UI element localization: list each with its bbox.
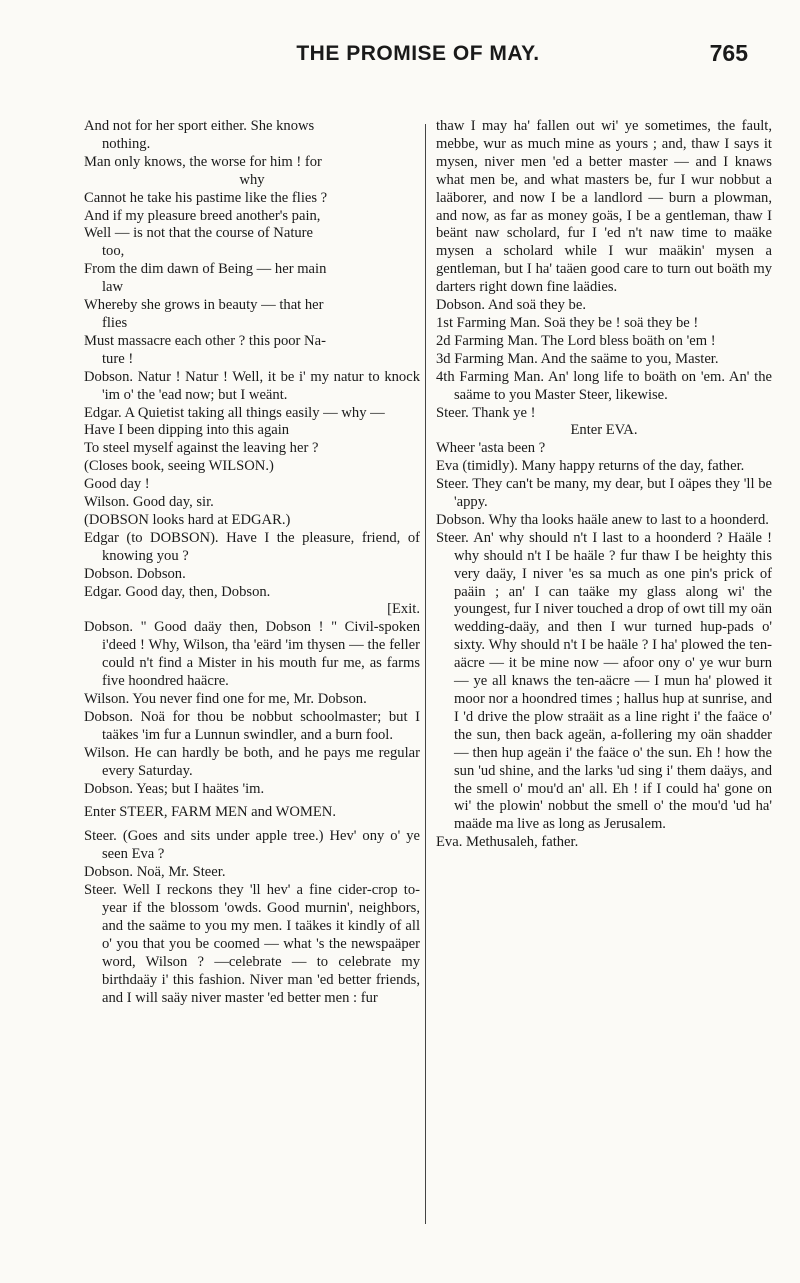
text-paragraph: Eva (timidly). Many happy returns of the day, father.	[436, 458, 745, 475]
verse-line: To steel myself against the leaving her ?	[84, 440, 319, 457]
text-paragraph: Wilson. He can hardly be both, and he pays me regular every Saturday.	[84, 744, 420, 779]
right-column	[436, 118, 772, 852]
text-paragraph: Eva. Methusaleh, father.	[436, 834, 579, 851]
text-paragraph: [Exit.	[387, 601, 420, 618]
verse-line: law	[102, 279, 124, 296]
verse-line: flies	[102, 314, 128, 331]
left-column	[84, 118, 420, 1007]
text-paragraph: (DOBSON looks hard at EDGAR.)	[84, 511, 291, 528]
running-title: THE PROMISE OF MAY.	[296, 42, 540, 65]
text-paragraph: 3d Farming Man. And the saäme to you, Master.	[436, 350, 719, 367]
text-paragraph: Steer. An' why should n't I last to a hoonderd ? Haäle ! why should n't I be haäle ? fur thaw I be heighty this very daäy, I niver 'es sa much as one pin's prick of paäin ; an' I can taäke my glass along wi' the youngest, fur I niver touched a drop of owt till my oän wedding-daäy, and then I wur turned hup-pads o' sixty. Why should n't I be haäle ? I ha' plowed the ten-aäcre — it be mine now — afoor ony o' ye wur burn — ye all knaws the ten-aäcre — I mun ha' plowed it moor nor a hoondred times ; hallus hup at sunrise, and I 'd drive the plow straäit as a line right i' the faäce o' the sun, then back ageän, a-follering my oän shadder — then hup ageän i' the faäce o' the sun. Eh ! how the sun 'ud shine, and the larks 'ud sing i' them daäys, and the smell o' mou'd an' all. Eh ! if I could ha' gone on wi' the plowin' nobbut the smell o' the mou'd 'ud ha' maäde ma live as long as Jerusalem.	[436, 529, 772, 833]
text-paragraph: thaw I may ha' fallen out wi' ye sometimes, the fault, mebbe, wur as much mine as yours ; and, thaw I says it mysen, niver men 'ed a better master — and I knaws what men be, and what masters be, fur I wur nobbut a laäborer, and now I be a landlord — burn a plowman, and now, as far as money goäs, I be a gentleman, thaw I beänt naw scholard, fur I 'ed n't naw time to maäke mysen a scholard while I wur maäkin' mysen a gentleman, but I ha' taäen good care to turn out boäth my darters right down fine laädies.	[436, 118, 772, 296]
text-paragraph: 1st Farming Man. Soä they be ! soä they be !	[436, 314, 699, 331]
text-paragraph: Dobson. Yeas; but I haätes 'im.	[84, 780, 265, 797]
column-divider	[425, 124, 426, 1224]
verse-line: Man only knows, the worse for him ! for	[84, 153, 322, 170]
text-paragraph: Dobson. Noä for thou be nobbut schoolmaster; but I taäkes 'im fur a Lunnun swindler, and a burn fool.	[84, 708, 420, 743]
text-paragraph: Edgar. Good day, then, Dobson.	[84, 583, 271, 600]
text-paragraph: Dobson. " Good daäy then, Dobson ! " Civil-spoken i'deed ! Why, Wilson, tha 'eärd 'im thysen — the feller could n't find a Mister in his mouth fur me, as farms five hoondred haäcre.	[84, 619, 420, 690]
text-paragraph: why	[239, 171, 265, 188]
page-header	[88, 42, 748, 76]
text-paragraph: Wheer 'asta been ?	[436, 440, 546, 457]
text-paragraph: Wilson. You never find one for me, Mr. Dobson.	[84, 691, 367, 707]
text-paragraph: Dobson. And soä they be.	[436, 297, 586, 314]
verse-line: Good day !	[84, 476, 150, 493]
verse-line: Well — is not that the course of Nature	[84, 225, 314, 242]
text-paragraph: Enter EVA.	[570, 422, 638, 439]
text-paragraph: (Closes book, seeing WILSON.)	[84, 458, 274, 475]
verse-line: And if my pleasure breed another's pain,	[84, 207, 321, 224]
text-paragraph: Steer. (Goes and sits under apple tree.) Hev' ony o' ye seen Eva ?	[84, 828, 420, 863]
text-paragraph: Edgar (to DOBSON). Have I the pleasure, friend, of knowing you ?	[84, 529, 420, 564]
text-paragraph: Dobson. Why tha looks haäle anew to last to a hoonderd.	[436, 511, 769, 528]
text-paragraph: 4th Farming Man. An' long life to boäth on 'em. An' the saäme to you Master Steer, likewise.	[436, 368, 772, 403]
verse-line: nothing.	[102, 135, 151, 152]
text-paragraph: Enter STEER, FARM MEN and WOMEN.	[84, 804, 336, 821]
verse-line: Whereby she grows in beauty — that her	[84, 297, 324, 314]
page-number: 765	[709, 40, 748, 66]
verse-line: Cannot he take his pastime like the flies ?	[84, 189, 328, 206]
verse-line: too,	[102, 243, 125, 260]
text-paragraph: Dobson. Noä, Mr. Steer.	[84, 864, 226, 881]
verse-line: Must massacre each other ? this poor Na-	[84, 332, 326, 349]
text-paragraph: Steer. Well I reckons they 'll hev' a fine cider-crop to-year if the blossom 'owds. Good murnin', neighbors, and the saäme to you my men. I taäkes it kindly of all o' you that you be coomed — what 's the newspaäper word, Wilson ? —celebrate — to celebrate my birthdaäy i' this fashion. Niver man 'ed better friends, and I will saäy niver master 'ed better men : fur	[84, 882, 420, 1006]
text-paragraph: Steer. They can't be many, my dear, but I oäpes they 'll be 'appy.	[436, 476, 772, 511]
verse-line: Have I been dipping into this again	[84, 422, 290, 439]
text-paragraph: Steer. Thank ye !	[436, 404, 536, 421]
text-paragraph: Edgar. A Quietist taking all things easily — why —	[84, 404, 385, 421]
text-paragraph: 2d Farming Man. The Lord bless boäth on 'em !	[436, 332, 716, 349]
text-paragraph: Dobson. Dobson.	[84, 565, 186, 582]
text-paragraph: Dobson. Natur ! Natur ! Well, it be i' my natur to knock 'im o' the 'ead now; but I weänt.	[84, 368, 420, 403]
verse-line: From the dim dawn of Being — her main	[84, 261, 327, 278]
verse-line: And not for her sport either. She knows	[84, 118, 315, 134]
verse-line: ture !	[102, 350, 134, 367]
text-paragraph: Wilson. Good day, sir.	[84, 494, 214, 511]
